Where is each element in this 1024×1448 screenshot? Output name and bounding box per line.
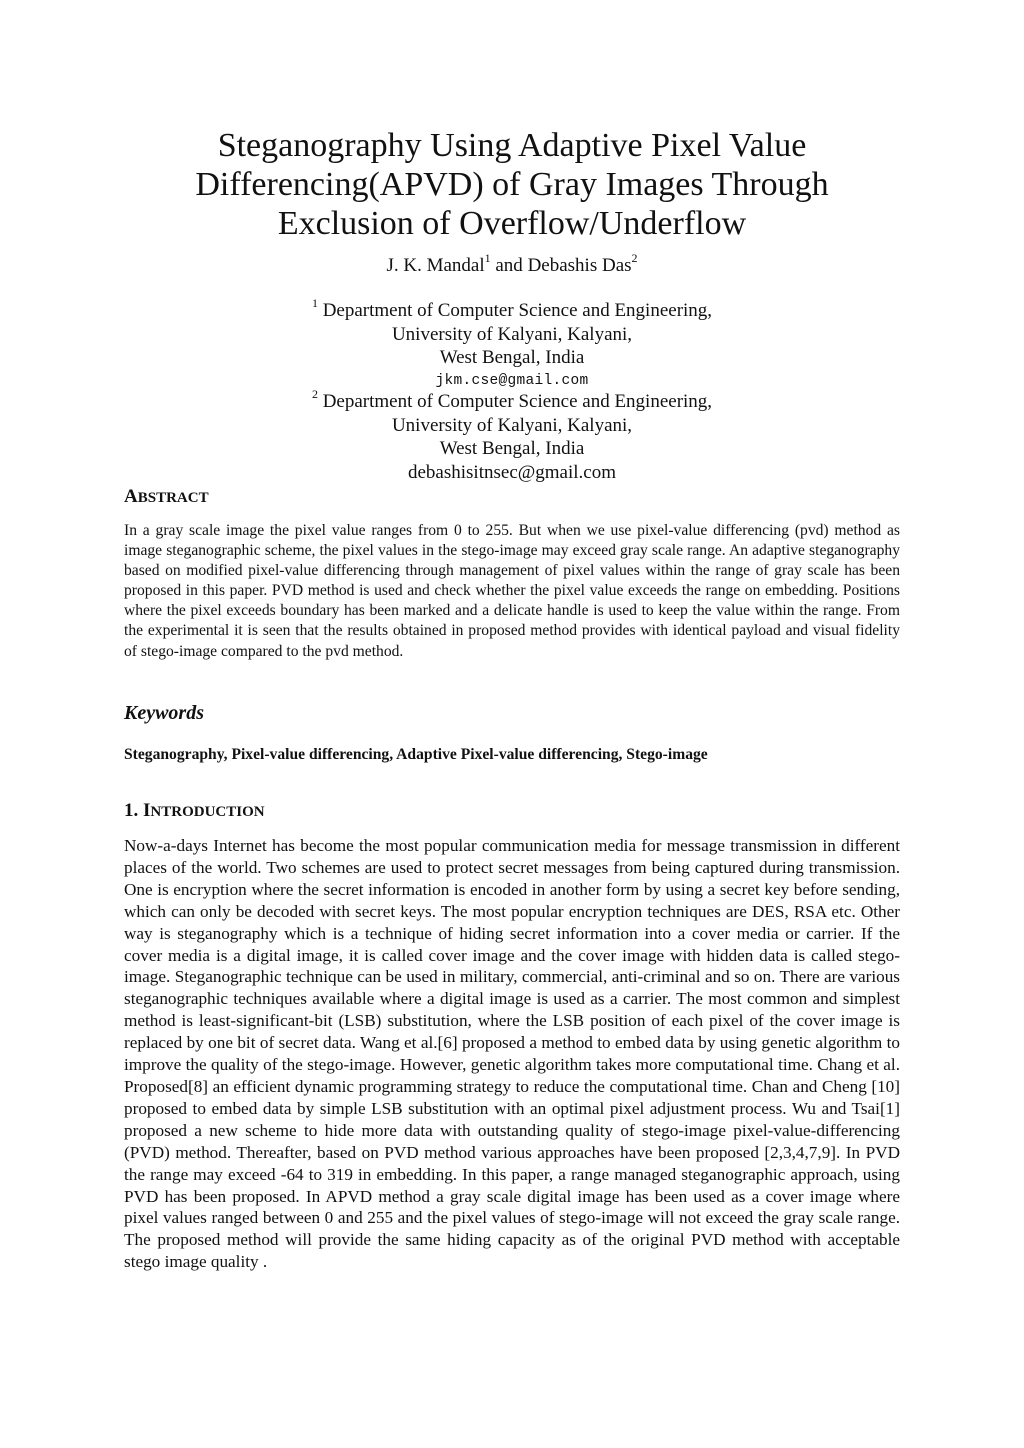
abstract-text: In a gray scale image the pixel value ranges from 0 to 255. But when we use pixel-value differencing (pvd) method as image steganographic scheme, the pixel values in the stego-image may exceed gray scale range. An adaptive steganography based on modified pixel-value differencing through management of pixel values within the range of gray scale has been proposed in this paper. PVD method is used and check whether the pixel value exceeds the range on embedding. Positions where the pixel exceeds boundary has been marked and a delicate handle is used to keep the value within the range. From the experimental it is seen that the results obtained in proposed method provides with identical payload and visual fidelity of stego-image compared to the pvd method. <box>124 522 900 660</box>
affiliation-1-email[interactable]: jkm.cse@gmail.com <box>435 372 589 389</box>
affiliation-2-univ: University of Kalyani, Kalyani, <box>391 414 633 436</box>
author-2-name: Debashis Das <box>527 255 632 276</box>
abstract-heading <box>124 486 209 508</box>
introduction-text: Now-a-days Internet has become the most popular communication media for message transmission in different places of the world. Two schemes are used to protect secret messages from being captured during transmission. One is encryption where the secret information is encoded in another form by using a secret key before sending, which can only be decoded with secret keys. The most popular encryption techniques are DES, RSA etc. Other way is steganography which is a technique of hiding secret information into a cover media or carrier. If the cover media is a digital image, it is called cover image and the cover image with hidden data is called stego-image. Steganographic technique can be used in military, commercial, anti-criminal and so on. There are various steganographic techniques available where a digital image is used as a carrier. The most common and simplest method is least-significant-bit (LSB) substitution, where the LSB position of each pixel of the cover image is replaced by one bit of secret data. Wang et al.[6] proposed a method to embed data by using genetic algorithm to improve the quality of the stego-image. However, genetic algorithm takes more computational time. Chang et al. Proposed[8] an efficient dynamic programming strategy to reduce the computational time. Chan and Cheng [10] proposed to embed data by simple LSB substitution with an optimal pixel adjustment process. Wu and Tsai[1] proposed a new scheme to hide more data with outstanding quality of stego-image pixel-value-differencing (PVD) method. Thereafter, based on PVD method various approaches have been proposed [2,3,4,7,9]. In PVD the range may exceed -64 to 319 in embedding. In this paper, a range managed steganographic approach, using PVD has been proposed. In APVD method a gray scale digital image has been used as a cover image where pixel values ranged between 0 and 255 and the pixel values of stego-image will not exceed the gray scale range. The proposed method will provide the same hiding capacity as of the original PVD method with acceptable stego image quality . <box>124 836 900 1272</box>
keywords-text: Steganography, Pixel-value differencing, Adaptive Pixel-value differencing, Stego-image <box>124 746 708 763</box>
title-line-1: Steganography Using Adaptive Pixel Value <box>217 127 807 164</box>
affiliation-1-univ: University of Kalyani, Kalyani, <box>391 323 633 345</box>
title-line-3: Exclusion of Overflow/Underflow <box>277 205 747 242</box>
introduction-number: 1. <box>124 800 139 821</box>
author-conjunction: and <box>495 255 523 276</box>
author-1-sup: 1 <box>484 250 491 265</box>
affiliation-2-place: West Bengal, India <box>439 438 585 459</box>
author-line <box>124 250 900 278</box>
affiliation-2 <box>124 386 900 484</box>
abstract-heading-rest: BSTRACT <box>137 490 209 506</box>
affiliation-1-dept <box>124 295 900 323</box>
introduction-heading-rest: NTRODUCTION <box>150 804 265 820</box>
introduction-heading-initial: I <box>143 800 151 821</box>
affiliation-2-dept <box>124 386 900 414</box>
affiliation-1-sup: 1 <box>311 295 318 310</box>
affiliation-1-dept-text: Department of Computer Science and Engineering, <box>322 300 713 321</box>
affiliation-1-place: West Bengal, India <box>439 347 585 368</box>
author-2-sup: 2 <box>631 250 638 265</box>
author-1-name: J. K. Mandal <box>386 255 485 276</box>
keywords-heading: Keywords <box>124 702 204 724</box>
affiliation-2-dept-text: Department of Computer Science and Engineering, <box>322 391 713 412</box>
affiliation-1 <box>124 295 900 393</box>
title-line-2: Differencing(APVD) of Gray Images Through <box>195 166 829 203</box>
introduction-heading <box>124 800 265 822</box>
affiliation-2-sup: 2 <box>311 386 318 401</box>
paper-title <box>124 126 900 243</box>
abstract-heading-initial: A <box>124 486 138 507</box>
affiliation-2-email[interactable]: debashisitnsec@gmail.com <box>408 461 616 483</box>
